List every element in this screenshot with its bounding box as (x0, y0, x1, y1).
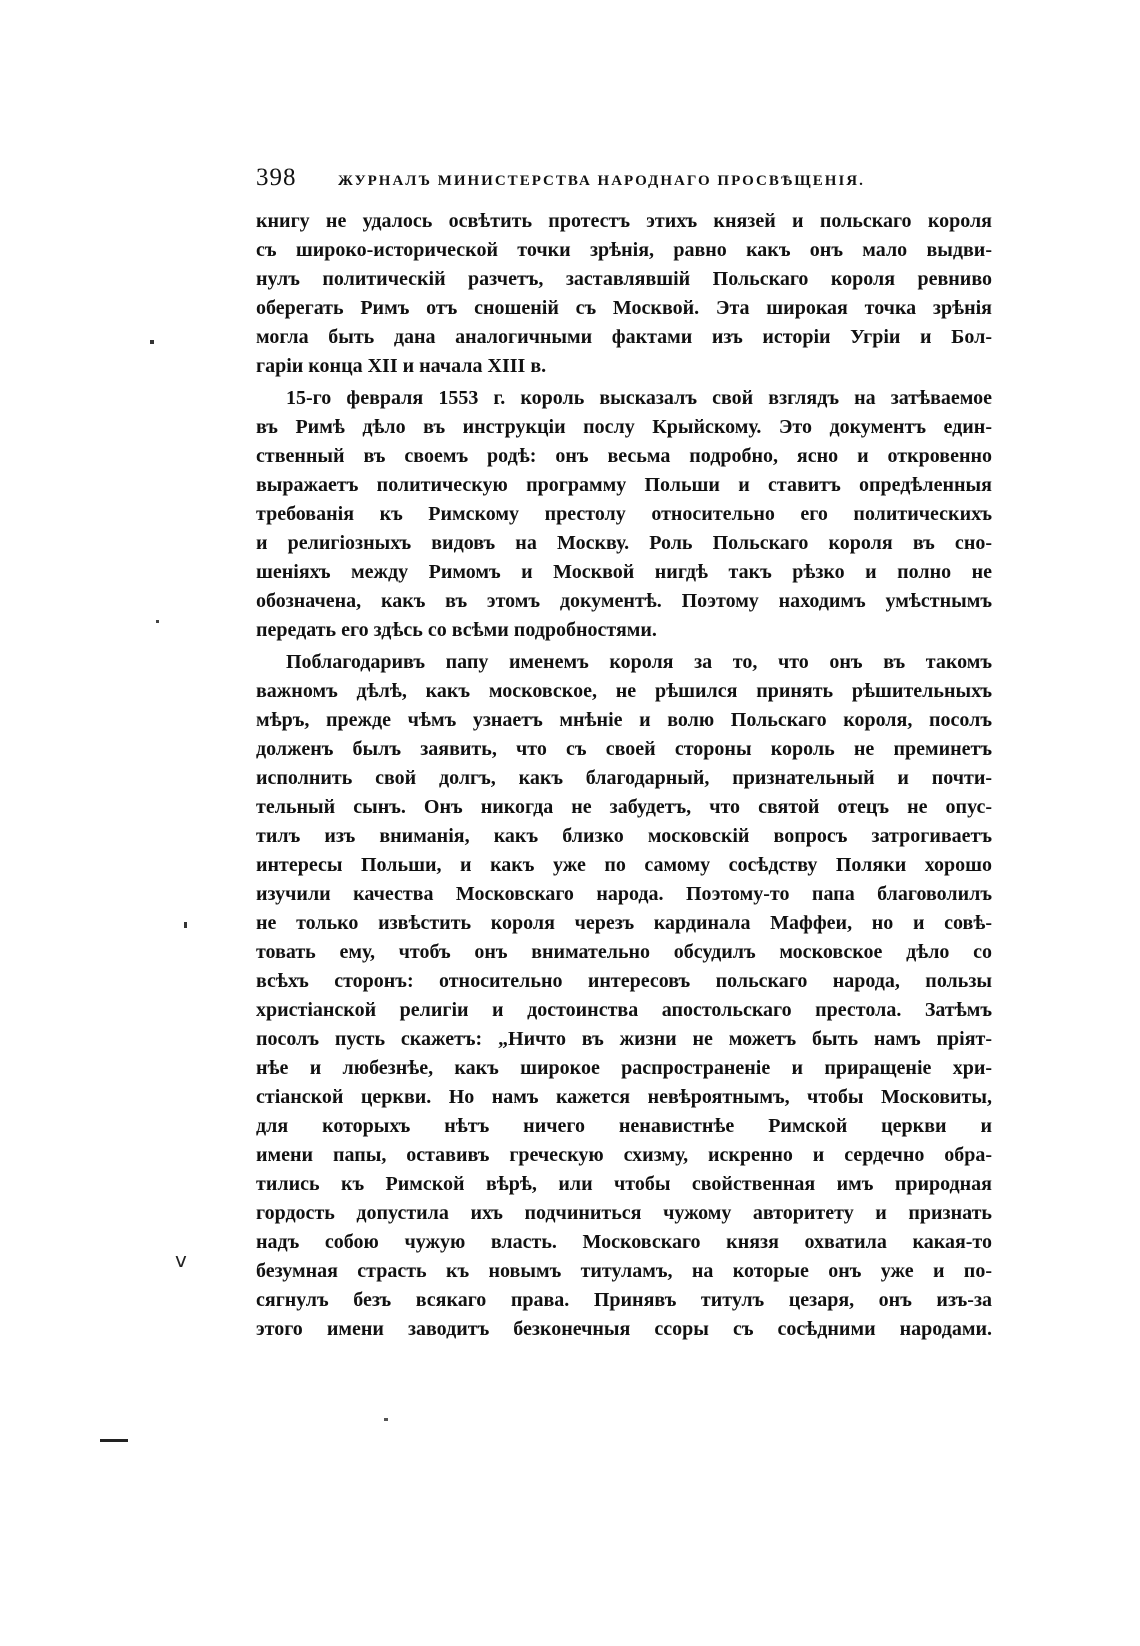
scan-speck (150, 340, 154, 344)
text-line: Поблагодаривъ папу именемъ короля за то, что онъ въ такомъ (286, 651, 992, 673)
text-line: не только извѣстить короля черезъ кардинала Маффеи, но и совѣ- (256, 912, 992, 934)
text-line: долженъ былъ заявить, что съ своей стороны король не преминетъ (256, 738, 992, 760)
text-line: надъ собою чужую власть. Московскаго князя охватила какая-то (256, 1231, 992, 1253)
text-line: этого имени заводитъ безконечныя ссоры съ сосѣдними народами. (256, 1318, 992, 1340)
text-line: безумная страсть къ новымъ титуламъ, на которые онъ уже и по- (256, 1260, 992, 1282)
scan-dash (100, 1439, 128, 1442)
text-line: ственный въ своемъ родѣ: онъ весьма подробно, ясно и откровенно (256, 445, 992, 467)
text-line: книгу не удалось освѣтить протестъ этихъ князей и польскаго короля (256, 210, 992, 232)
text-line: нулъ политическій разчетъ, заставлявшій Польскаго короля ревниво (256, 268, 992, 290)
text-line: сягнулъ безъ всякаго права. Принявъ титулъ цезаря, онъ изъ-за (256, 1289, 992, 1311)
text-line: тились къ Римской вѣрѣ, или чтобы свойственная имъ природная (256, 1173, 992, 1195)
scan-speck (384, 1418, 388, 1421)
text-line: оберегать Римъ отъ сношеній съ Москвой. Эта широкая точка зрѣнія (256, 297, 992, 319)
text-line: шеніяхъ между Римомъ и Москвой нигдѣ такъ рѣзко и полно не (256, 561, 992, 583)
text-line: стіанской церкви. Но намъ кажется невѣроятнымъ, чтобы Московиты, (256, 1086, 992, 1108)
running-title: ЖУРНАЛЪ МИНИСТЕРСТВА НАРОДНАГО ПРОСВѢЩЕНІЯ. (338, 173, 865, 189)
text-line: требованія къ Римскому престолу относительно его политическихъ (256, 503, 992, 525)
page-number: 398 (256, 164, 297, 191)
text-line: для которыхъ нѣтъ ничего ненавистнѣе Римской церкви и (256, 1115, 992, 1137)
text-line: въ Римѣ дѣло въ инструкціи послу Крыйскому. Это документъ един- (256, 416, 992, 438)
text-line: гаріи конца XII и начала XIII в. (256, 355, 547, 377)
text-line: нѣе и любезнѣе, какъ широкое распространеніе и приращеніе хри- (256, 1057, 992, 1079)
text-line: могла быть дана аналогичными фактами изъ исторіи Угріи и Бол- (256, 326, 992, 348)
text-line: исполнить свой долгъ, какъ благодарный, признательный и почти- (256, 767, 992, 789)
text-line: передать его здѣсь со всѣми подробностями. (256, 619, 657, 641)
text-line: важномъ дѣлѣ, какъ московское, не рѣшился принять рѣшительныхъ (256, 680, 992, 702)
text-line: тилъ изъ вниманія, какъ близко московскій вопросъ затрогиваетъ (256, 825, 992, 847)
text-line: интересы Польши, и какъ уже по самому сосѣдству Поляки хорошо (256, 854, 992, 876)
text-line: выражаетъ политическую программу Польши и ставитъ опредѣленныя (256, 474, 992, 496)
text-line: товать ему, чтобъ онъ внимательно обсудилъ московское дѣло со (256, 941, 992, 963)
page-header (256, 164, 996, 196)
text-line: мѣръ, прежде чѣмъ узнаетъ мнѣніе и волю Польскаго короля, посолъ (256, 709, 992, 731)
scan-speck (184, 922, 187, 928)
scan-speck (156, 620, 159, 623)
text-line: имени папы, оставивъ греческую схизму, искренно и сердечно обра- (256, 1144, 992, 1166)
margin-v-mark: v (175, 1248, 187, 1272)
text-line: обозначена, какъ въ этомъ документѣ. Поэтому находимъ умѣстнымъ (256, 590, 992, 612)
text-line: христіанской религіи и достоинства апостольскаго престола. Затѣмъ (256, 999, 992, 1021)
text-line: всѣхъ сторонъ: относительно интересовъ польскаго народа, пользы (256, 970, 992, 992)
text-line: гордость допустила ихъ подчиниться чужому авторитету и признать (256, 1202, 992, 1224)
text-line: изучили качества Московскаго народа. Поэтому-то папа благоволилъ (256, 883, 992, 905)
text-line: тельный сынъ. Онъ никогда не забудетъ, что святой отецъ не опус- (256, 796, 992, 818)
text-line: и религіозныхъ видовъ на Москву. Роль Польскаго короля въ сно- (256, 532, 992, 554)
text-line: съ широко-исторической точки зрѣнія, равно какъ онъ мало выдви- (256, 239, 992, 261)
text-line: посолъ пусть скажетъ: „Ничто въ жизни не можетъ быть намъ пріят- (256, 1028, 992, 1050)
text-line: 15-го февраля 1553 г. король высказалъ свой взглядъ на затѣваемое (286, 387, 992, 409)
